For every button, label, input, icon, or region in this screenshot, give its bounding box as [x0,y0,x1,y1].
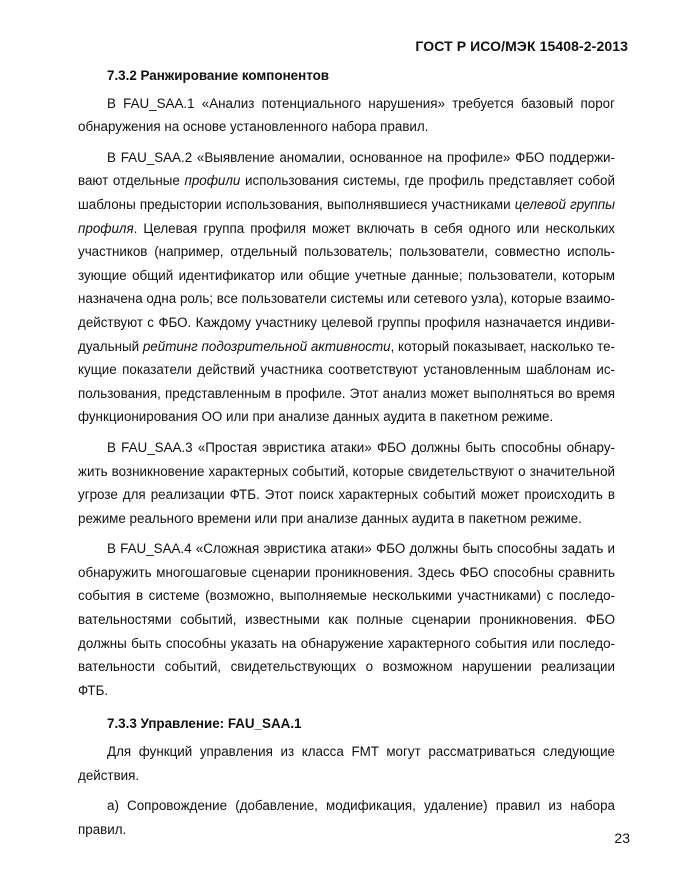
paragraph-fau-saa-3 [78,436,615,530]
text-line: должны быть способны указать на обнаружение характерного события или последо- [78,635,615,651]
text-line: правил. [78,821,127,837]
text-line: В FAU_SAA.3 «Простая эвристика атаки» ФБО должны быть способны обнару- [107,439,615,455]
text-line: профиля. Целевая группа профиля может включать в себя одного или нескольких [78,220,615,236]
text-line: угрозе для реализации ФТБ. Этот поиск характерных событий может происходить в [78,487,615,503]
text-line: жить возникновение характерных событий, которые свидетельствуют о значительной [78,463,615,479]
section-heading-7-3-2: 7.3.2 Ранжирование компонентов [107,68,329,83]
text-line: события в системе (возможно, выполняемые несколькими участниками) с последо- [78,588,615,604]
document-header: ГОСТ Р ИСО/МЭК 15408-2-2013 [415,38,628,54]
italic-term: профиля [78,220,134,236]
text-line: дуальный рейтинг подозрительной активности, который показывает, насколько те- [78,338,615,354]
paragraph-fau-saa-4 [78,537,615,702]
text-line: действия. [78,767,140,783]
text-line: шаблоны предыстории использования, выполнявшиеся участниками целевой группы [78,196,615,212]
paragraph-management-intro [78,740,615,787]
text-line: зующие общий идентификатор или общие учетные данные; пользователи, которым [78,267,615,283]
italic-term: рейтинг подозрительной активности [142,338,391,354]
page-number: 23 [614,830,630,846]
text-line: обнаружить многошаговые сценарии проникновения. Здесь ФБО способны сравнить [78,564,615,580]
text-line: В FAU_SAA.2 «Выявление аномалии, основанное на профиле» ФБО поддержи- [107,149,615,165]
text-line: вают отдельные профили использования системы, где профиль представляет собой [78,173,615,189]
text-line: ФТБ. [78,682,109,698]
text-line: кущие показатели действий участника соответствуют установленным шаблонам ис- [78,362,615,378]
text-line: а) Сопровождение (добавление, модификация, удаление) правил из набора [107,798,615,814]
text-line: режиме реального времени или при анализе данных аудита в пакетном режиме. [78,510,582,526]
italic-term: целевой группы [514,196,615,212]
text-line: назначена одна роль; все пользователи системы или сетевого узла), которые взаимо- [78,291,615,307]
italic-term: профили [184,173,241,189]
text-line: вательностями событий, известными как полные сценарии проникновения. ФБО [78,612,615,628]
text-line: вательности событий, свидетельствующих о возможном нарушении реализации [78,659,615,675]
text-line: пользования, представленным в профиле. Этот анализ может выполняться во время [78,385,615,401]
text-line: Для функций управления из класса FMT могут рассматриваться следующие [107,744,615,760]
text-line: В FAU_SAA.1 «Анализ потенциального нарушения» требуется базовый порог [107,95,615,111]
text-line: В FAU_SAA.4 «Сложная эвристика атаки» ФБО должны быть способны задать и [107,541,615,557]
text-line: действуют с ФБО. Каждому участнику целевой группы профиля назначается индиви- [78,314,615,330]
paragraph-fau-saa-1 [78,92,615,139]
text-line: функционирования ОО или при анализе данных аудита в пакетном режиме. [78,409,554,425]
page-content [78,64,615,848]
text-line: обнаружения на основе установленного набора правил. [78,119,429,135]
section-heading-7-3-3: 7.3.3 Управление: FAU_SAA.1 [107,716,302,732]
text-line: участников (например, отдельный пользователь; пользователи, совместно исполь- [78,244,615,260]
list-item-a [78,794,615,841]
paragraph-fau-saa-2 [78,146,615,429]
